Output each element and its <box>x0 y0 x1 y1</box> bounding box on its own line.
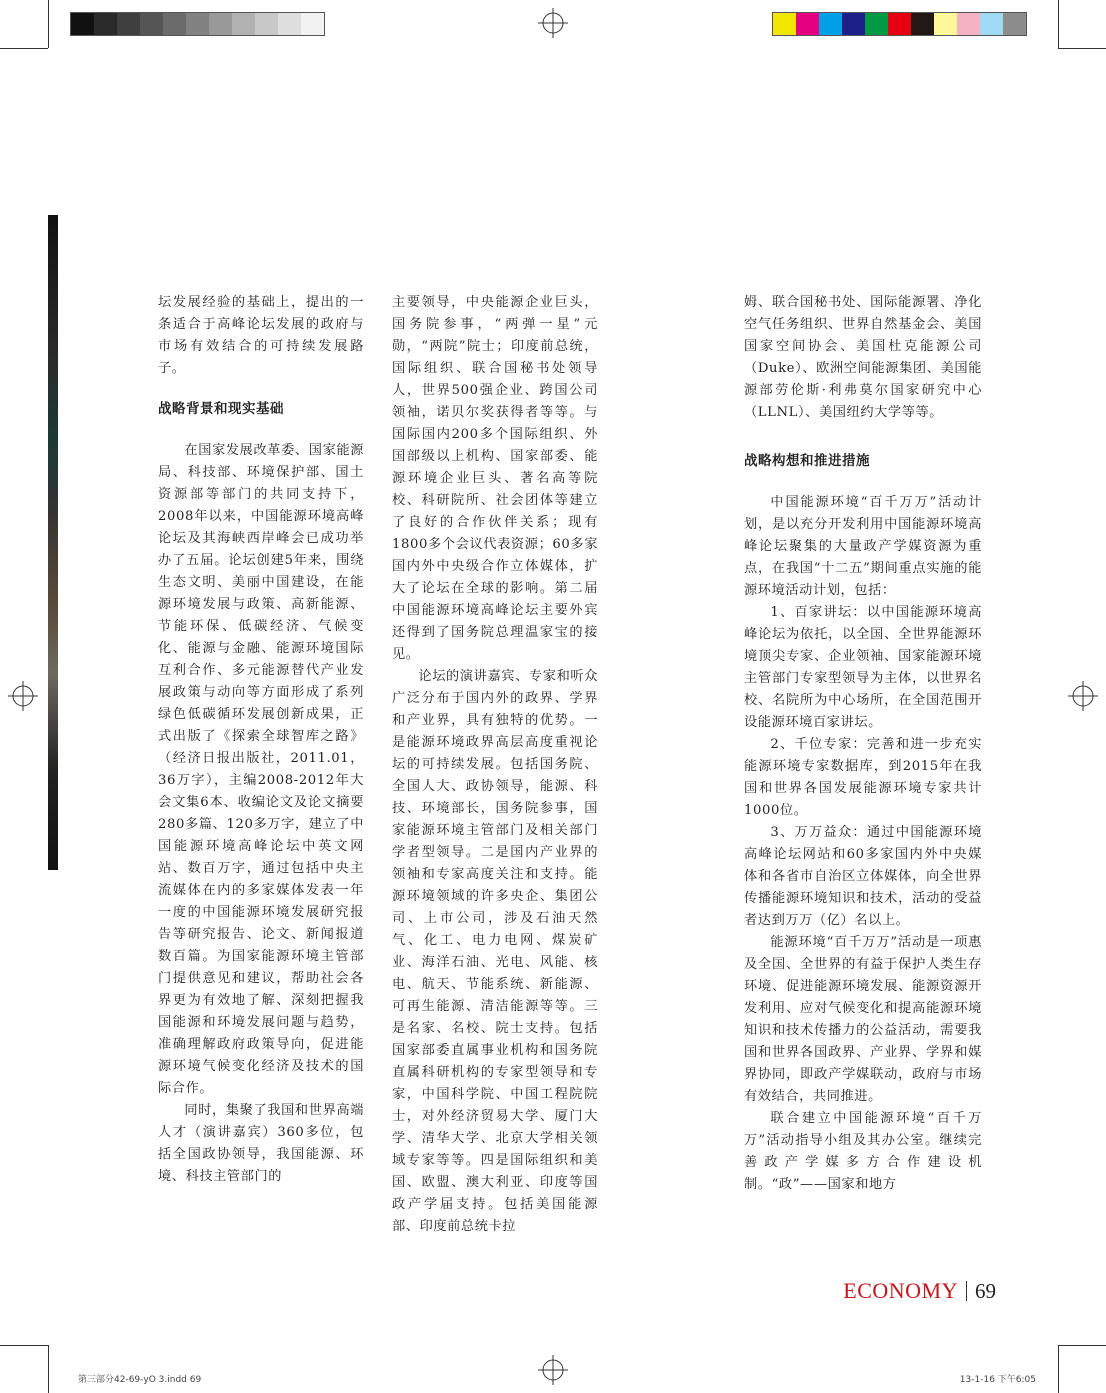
paragraph: 联合建立中国能源环境“百千万万”活动指导小组及其办公室。继续完善政产学媒多方合作建设机制。“政”——国家和地方 <box>744 1111 982 1192</box>
color-swatch <box>301 13 324 35</box>
paragraph: 在国家发展改革委、国家能源局、科技部、环境保护部、国土资源部等部门的共同支持下，2008年以来，中国能源环境高峰论坛及其海峡西岸峰会已成功举办了五届。论坛创建5年来，围绕生态文明、美丽中国建设，在能源环境发展与政策、高新能源、节能环保、低碳经济、气候变化、能源与金融、能源环境国际互利合作、多元能源替代产业发展政策与动向等方面形成了系列绿色低碳循环发展创新成果，正式出版了《探索全球智库之路》（经济日报出版社，2011.01，36万字），主编2008-2012年大会文集6本、收编论文及论文摘要280多篇、120多万字，建立了中国能源环境高峰论坛中英文网站、数百万字，通过包括中央主流媒体在内的多家媒体发表一年一度的中国能源环境发展研究报告等研究报告、论文、新闻报道数百篇。为国家能源环境主管部门提供意见和建议，帮助社会各界更为有效地了解、深刻把握我国能源和环境发展问题与趋势，准确理解政府政策导向，促进能源环境气候变化经济及技术的国际合作。 <box>158 443 364 1096</box>
slug-file-info: 第三部分42-69-yO 3.indd 69 <box>78 1375 202 1385</box>
color-swatch <box>957 13 980 35</box>
color-swatch <box>255 13 278 35</box>
registration-mark-icon <box>538 8 568 38</box>
gray-swatch-bar <box>70 12 325 36</box>
slug-timestamp: 13-1-16 下午6:05 <box>959 1375 1036 1385</box>
crop-mark <box>1058 1345 1106 1346</box>
color-swatch <box>278 13 301 35</box>
color-swatch <box>94 13 117 35</box>
color-swatch <box>980 13 1003 35</box>
color-swatch <box>865 13 888 35</box>
color-swatch-bar <box>772 12 1027 36</box>
color-swatch <box>934 13 957 35</box>
color-swatch <box>773 13 796 35</box>
page-edge-strip <box>48 215 58 870</box>
crop-mark <box>48 0 49 48</box>
paragraph: 3、万万益众：通过中国能源环境高峰论坛网站和60多家国内外中央媒体和各省市自治区立体媒体，向全世界传播能源环境知识和技术，活动的受益者达到万万（亿）名以上。 <box>744 825 982 928</box>
article-column-3 <box>744 292 982 1196</box>
color-swatch <box>232 13 255 35</box>
paragraph: 1、百家讲坛：以中国能源环境高峰论坛为依托，以全国、全世界能源环境顶尖专家、企业领袖、国家能源环境主管部门专家型领导为主体，以世界名校、名院所为中心场所，在全国范围开设能源环境百家讲坛。 <box>744 605 982 730</box>
color-swatch <box>796 13 819 35</box>
color-swatch <box>209 13 232 35</box>
paragraph: 2、千位专家：完善和进一步充实能源环境专家数据库，到2015年在我国和世界各国发展能源环境专家共计1000位。 <box>744 737 982 818</box>
paragraph: 主要领导，中央能源企业巨头，国务院参事，“两弹一星”元勋，“两院”院士；印度前总统，国际组织、联合国秘书处领导人，世界500强企业、跨国公司领袖，诺贝尔奖获得者等等。与国际国内200多个国际组织、外国部级以上机构、国家部委、能源环境企业巨头、著名高等院校、科研院所、社会团体等建立了良好的合作伙伴关系；现有1800多个会议代表资源；60多家国内外中央级合作立体媒体，扩大了论坛在全球的影响。第二届中国能源环境高峰论坛主要外宾还得到了国务院总理温家宝的接见。 <box>392 295 598 662</box>
page-number: 69 <box>975 1278 996 1303</box>
crop-mark <box>0 48 48 49</box>
crop-mark <box>0 1345 48 1346</box>
color-swatch <box>186 13 209 35</box>
paragraph: 同时，集聚了我国和世界高端人才（演讲嘉宾）360多位，包括全国政协领导，我国能源、环境、科技主管部门的 <box>158 1103 364 1184</box>
color-swatch <box>819 13 842 35</box>
section-heading: 战略背景和现实基础 <box>158 401 284 417</box>
registration-mark-icon <box>8 681 38 711</box>
paragraph: 中国能源环境“百千万万”活动计划，是以充分开发利用中国能源环境高峰论坛聚集的大量政产学媒资源为重点，在我国“十二五”期间重点实施的能源环境活动计划，包括： <box>744 495 982 598</box>
paragraph: 坛发展经验的基础上，提出的一条适合于高峰论坛发展的政府与市场有效结合的可持续发展路子。 <box>158 295 364 376</box>
color-swatch <box>140 13 163 35</box>
color-swatch <box>888 13 911 35</box>
paragraph: 姆、联合国秘书处、国际能源署、净化空气任务组织、世界自然基金会、美国国家空间协会、美国杜克能源公司（Duke）、欧洲空间能源集团、美国能源部劳伦斯·利弗莫尔国家研究中心（LLNL）、美国纽约大学等等。 <box>744 295 982 420</box>
crop-mark <box>1058 48 1106 49</box>
color-swatch <box>911 13 934 35</box>
page-folio <box>843 1278 996 1304</box>
folio-divider <box>966 1281 967 1301</box>
article-column-1 <box>158 292 364 1188</box>
magazine-name: ECONOMY <box>843 1278 958 1303</box>
registration-mark-icon <box>538 1355 568 1385</box>
paragraph: 能源环境“百千万万”活动是一项惠及全国、全世界的有益于保护人类生存环境、促进能源环境发展、能源资源开发利用、应对气候变化和提高能源环境知识和技术传播力的公益活动，需要我国和世界各国政界、产业界、学界和媒界协同，即政产学媒联动，政府与市场有效结合，共同推进。 <box>744 935 982 1104</box>
color-swatch <box>71 13 94 35</box>
color-swatch <box>842 13 865 35</box>
color-swatch <box>1003 13 1026 35</box>
crop-mark <box>1058 1345 1059 1393</box>
crop-mark <box>1058 0 1059 48</box>
color-swatch <box>117 13 140 35</box>
article-column-2 <box>392 292 598 1238</box>
registration-mark-icon <box>1068 681 1098 711</box>
section-heading: 战略构想和推进措施 <box>744 453 870 469</box>
paragraph: 论坛的演讲嘉宾、专家和听众广泛分布于国内外的政界、学界和产业界，具有独特的优势。一是能源环境政界高层高度重视论坛的可持续发展。包括国务院、全国人大、政协领导，能源、科技、环境部长，国务院参事，国家能源环境主管部门及相关部门学者型领导。二是国内产业界的领袖和专家高度关注和支持。能源环境领域的许多央企、集团公司、上市公司，涉及石油天然气、化工、电力电网、煤炭矿业、海洋石油、光电、风能、核电、航天、节能系统、新能源、可再生能源、清洁能源等等。三是名家、名校、院士支持。包括国家部委直属事业机构和国务院直属科研机构的专家型领导和专家，中国科学院、中国工程院院士，对外经济贸易大学、厦门大学、清华大学、北京大学相关领域专家等等。四是国际组织和美国、欧盟、澳大利亚、印度等国政产学届支持。包括美国能源部、印度前总统卡拉 <box>392 669 598 1234</box>
crop-mark <box>48 1345 49 1393</box>
color-swatch <box>163 13 186 35</box>
